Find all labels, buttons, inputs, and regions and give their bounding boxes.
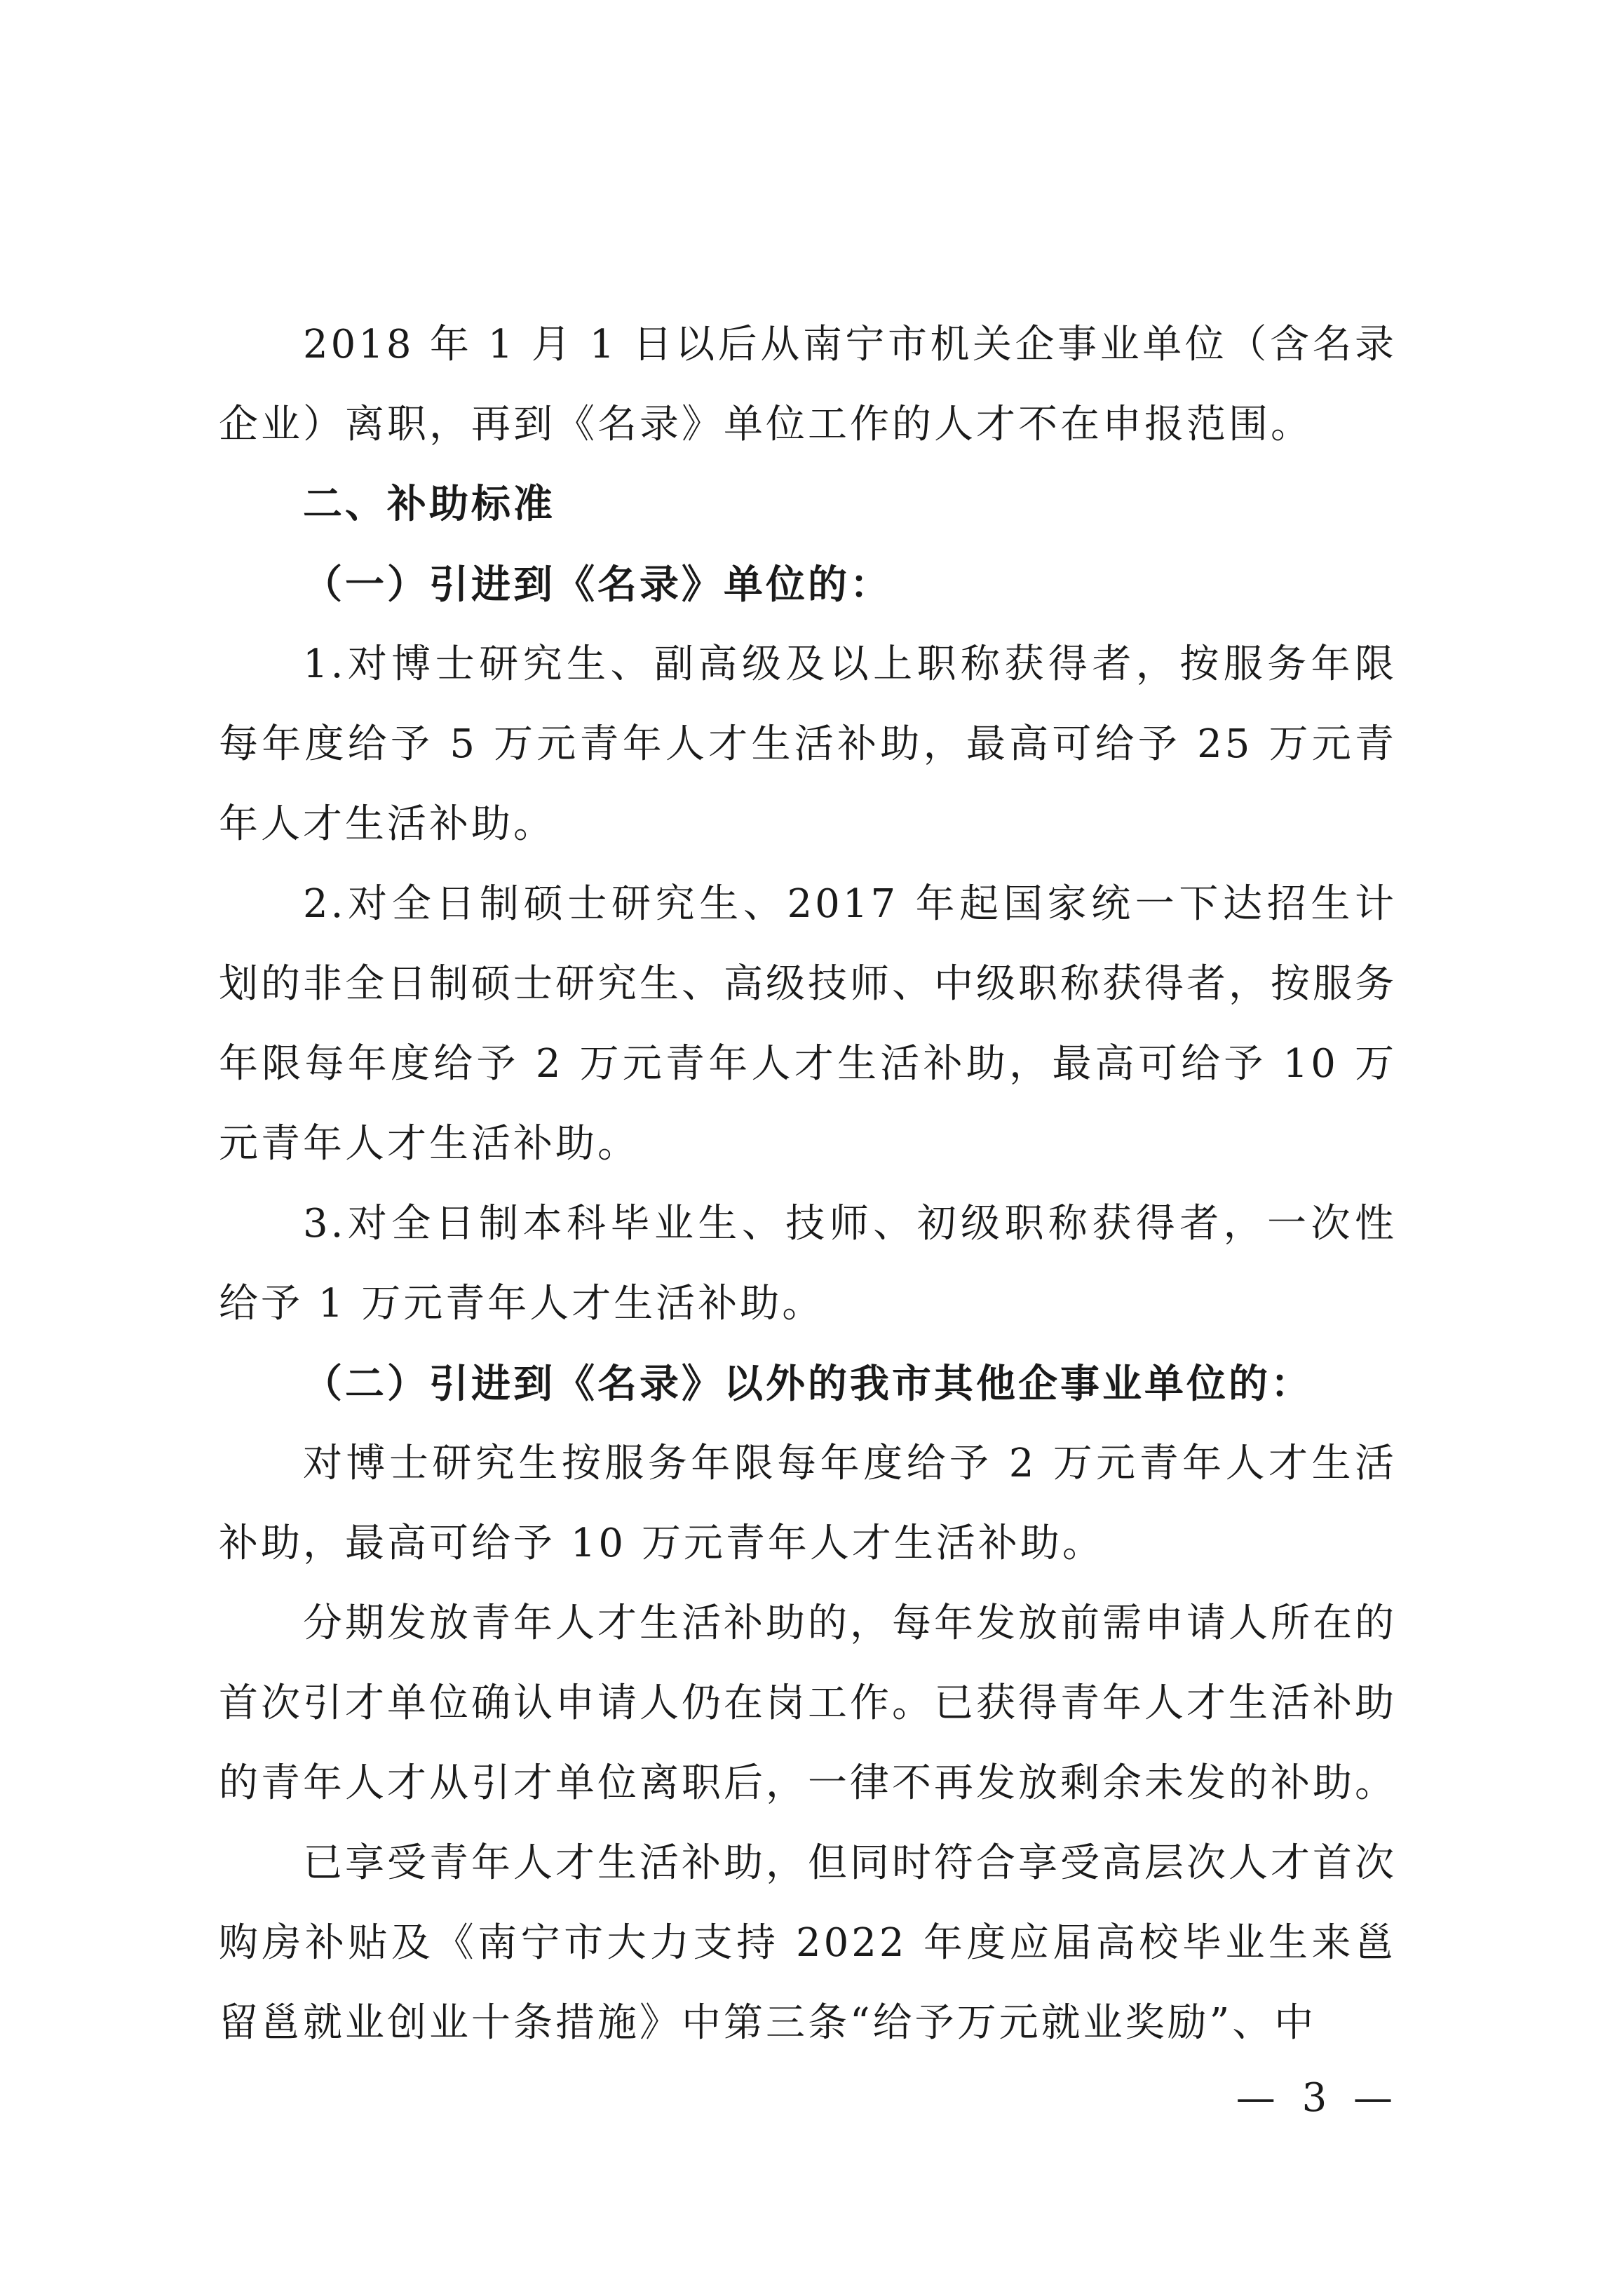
paragraph-other-units-doctoral: 对博士研究生按服务年限每年度给予 2 万元青年人才生活补助，最高可给予 10 万元青年人才生活补助。	[219, 1441, 1397, 1566]
subheading-other-units: （二）引进到《名录》以外的我市其他企事业单位的：	[303, 1361, 1313, 1407]
paragraph-item-2-masters: 2.对全日制硕士研究生、2017 年起国家统一下达招生计划的非全日制硕士研究生、高级技师、中级职称获得者，按服务年限每年度给予 2 万元青年人才生活补助，最高可给予 10 万元青年人才生活补助。	[219, 881, 1397, 1167]
page-number: — 3 —	[1236, 2075, 1400, 2121]
paragraph-overlap-rules: 已享受青年人才生活补助，但同时符合享受高层次人才首次购房补贴及《南宁市大力支持 2022 年度应届高校毕业生来邕留邕就业创业十条措施》中第三条“给予万元就业奖励”、中	[219, 1840, 1397, 2046]
paragraph-item-1-doctoral: 1.对博士研究生、副高级及以上职称获得者，按服务年限每年度给予 5 万元青年人才生活补助，最高可给予 25 万元青年人才生活补助。	[219, 641, 1397, 847]
document-body	[219, 305, 1397, 2063]
paragraph-installment-rules: 分期发放青年人才生活补助的，每年发放前需申请人所在的首次引才单位确认申请人仍在岗工作。已获得青年人才生活补助的青年人才从引才单位离职后，一律不再发放剩余未发的补助。	[219, 1601, 1397, 1806]
section-heading-subsidy-standard: 二、补助标准	[303, 482, 555, 527]
paragraph-item-3-bachelor: 3.对全日制本科毕业生、技师、初级职称获得者，一次性给予 1 万元青年人才生活补助。	[219, 1201, 1397, 1326]
paragraph-eligibility-exclusion: 2018 年 1 月 1 日以后从南宁市机关企事业单位（含名录企业）离职，再到《名录》单位工作的人才不在申报范围。	[219, 322, 1397, 447]
subheading-listed-units: （一）引进到《名录》单位的：	[303, 562, 892, 608]
